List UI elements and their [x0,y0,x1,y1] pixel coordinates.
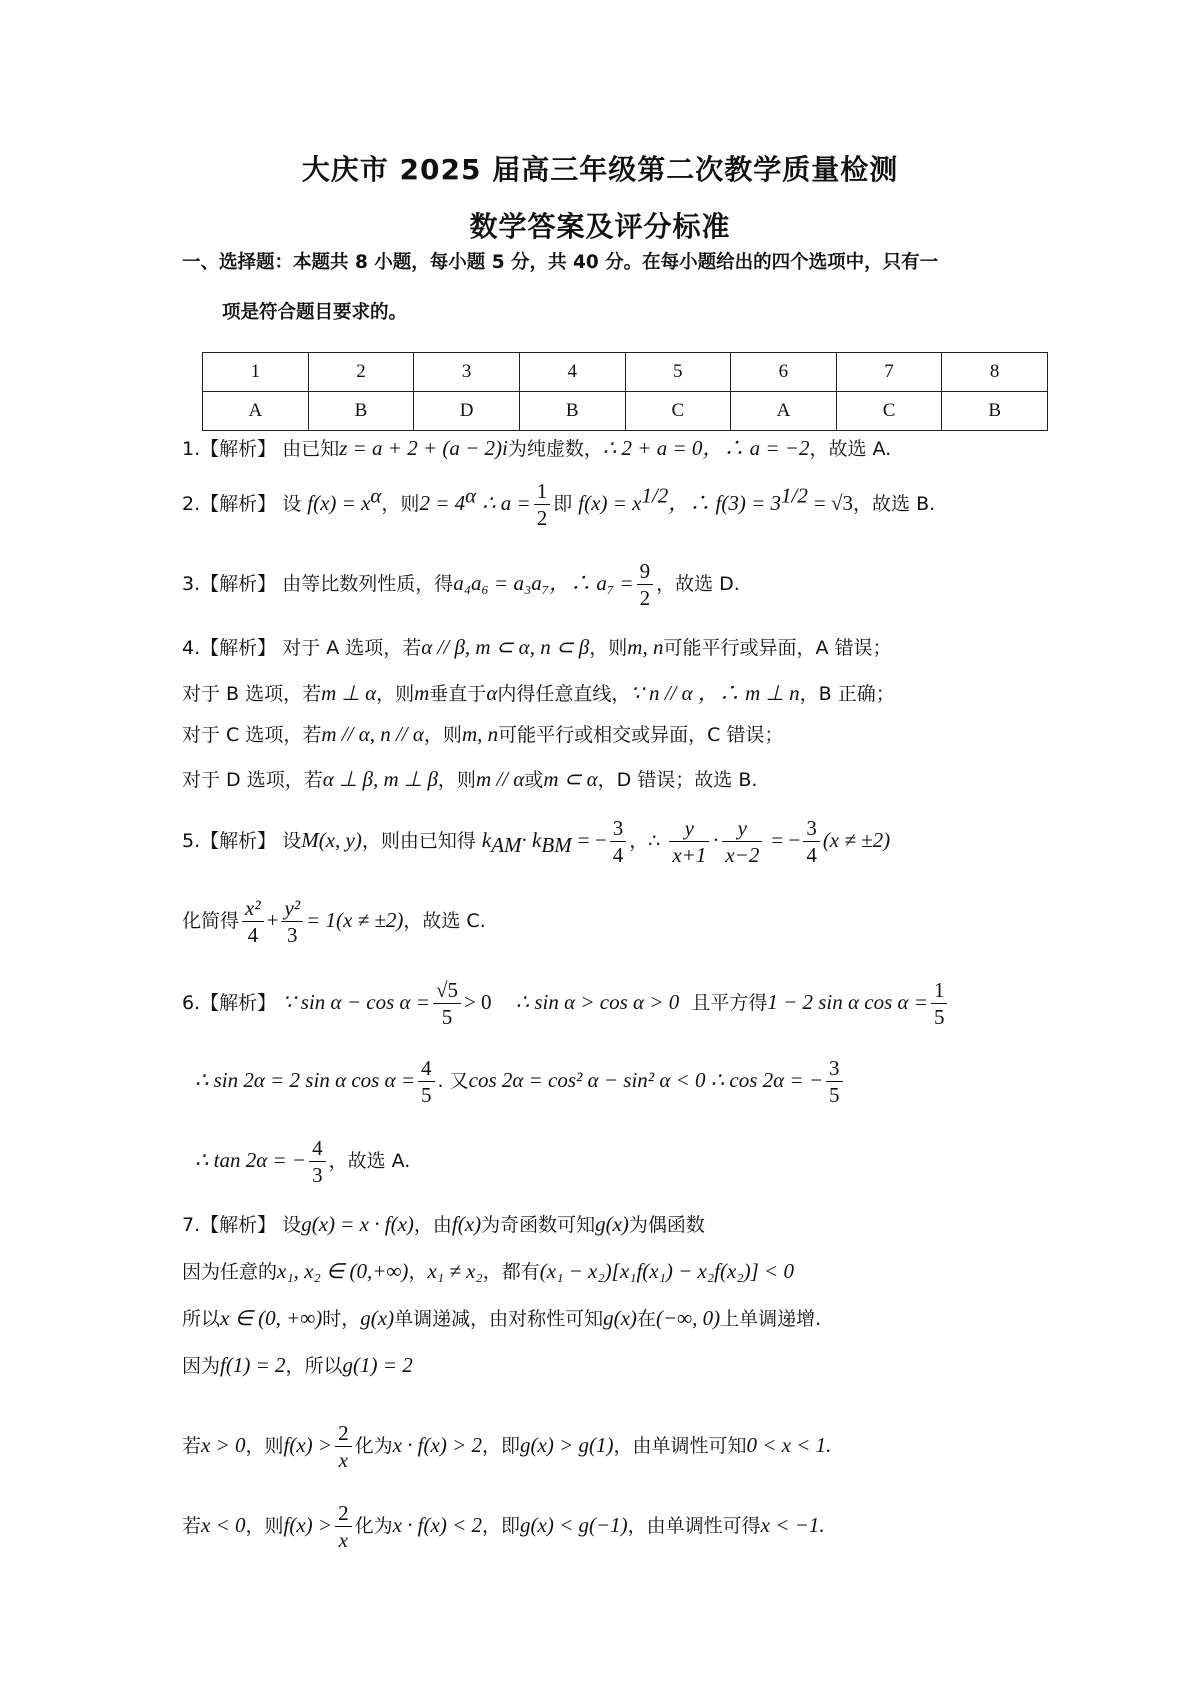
text: ，故选 C. [403,910,486,932]
solution-q7-line6 [182,1500,825,1553]
formula: g(x) = x · f(x) [301,1212,414,1236]
text: ， [408,1261,428,1283]
denominator: 5 [933,1005,945,1029]
text: ，则 [423,724,462,746]
numerator: 3 [826,1055,843,1082]
formula: x ∈ (0, +∞) [220,1306,323,1330]
fraction [826,1055,843,1108]
numerator: 4 [418,1055,435,1082]
exponent: 1/2 [781,483,808,508]
fraction [610,815,627,868]
formula: α [486,681,498,705]
formula: f(x) > [283,1513,333,1537]
formula: · [712,828,720,852]
denominator: 5 [421,1083,432,1107]
formula: x · f(x) < 2 [392,1513,482,1537]
solution-label: 5.【解析】 [182,830,277,852]
question-number-cell: 1 [203,353,309,392]
formula: g(x) < g(−1) [520,1513,628,1537]
page-title: 大庆市 2025 届高三年级第二次教学质量检测 [301,153,899,186]
formula: x < −1. [760,1513,825,1537]
answer-cell: D [414,392,520,431]
text: 上单调递增. [720,1308,822,1330]
subscript: BM [541,832,572,857]
solution-q2 [182,478,935,531]
denominator: x+1 [672,843,707,867]
formula: · k [521,828,542,852]
text: 垂直于 [429,683,487,705]
text: ，∴ [629,830,661,852]
solution-label: 7.【解析】 [182,1214,277,1236]
numerator: 9 [637,558,654,585]
formula: m ⊂ α [543,767,598,791]
text: 即 [553,493,573,515]
formula: m ⊥ α [321,681,377,705]
solution-q4-line1 [182,633,892,660]
text: 化为 [354,1435,393,1457]
formula: M(x, y) [301,828,362,852]
answer-cell: A [203,392,309,431]
text: ，则 [376,683,415,705]
answer-cell: B [308,392,414,431]
text: ，则 [437,769,476,791]
text: . 又 [437,1070,469,1092]
text: 由等比数列性质，得 [282,573,454,595]
formula: m [414,681,430,705]
solution-label: 3.【解析】 [182,573,277,595]
formula: + [266,908,279,932]
formula: ∵ n // α ，∴ m ⊥ n [630,681,800,705]
formula: x · f(x) > 2 [392,1433,482,1457]
formula: g(x) > g(1) [520,1433,614,1457]
numerator: y [722,815,762,842]
text: ，故选 D. [656,573,740,595]
text: 由已知 [282,438,340,460]
subscript: AM [491,832,522,857]
exponent: α [370,483,382,508]
numerator: 3 [803,815,820,842]
formula: x₁ ≠ x₂ [427,1259,483,1283]
text: ，则 [245,1435,284,1457]
formula: m, n [461,722,499,746]
solution-q7-line4 [182,1351,413,1378]
text: 对于 B 选项，若 [182,683,322,705]
solution-q6-line2 [195,1055,846,1108]
formula: f(x) = x [578,491,642,515]
formula: α // β, m ⊂ α, n ⊂ β [421,635,590,659]
formula: α ⊥ β, m ⊥ β [322,767,438,791]
text: ，即 [482,1435,521,1457]
formula: = − [771,828,801,852]
denominator: 5 [829,1083,840,1107]
fraction [309,1135,326,1188]
solution-q7-line3 [182,1304,821,1331]
formula: = 1(x ≠ ±2) [306,908,404,932]
text: 为纯虚数， [507,438,603,460]
formula: = √3 [813,491,854,515]
formula: f(x) > [283,1433,333,1457]
text: ，故选 A. [328,1150,411,1172]
fraction [637,558,654,611]
text: 设 [282,830,302,852]
text: 为奇函数可知 [481,1214,596,1236]
text: 化为 [354,1515,393,1537]
text: 为偶函数 [628,1214,705,1236]
section-heading [182,238,1042,338]
fraction [418,1055,435,1108]
text: ，故选 B. [853,493,936,515]
question-number-cell: 4 [519,353,625,392]
text: ，都有 [482,1261,540,1283]
formula: > 0 [463,990,492,1014]
formula: ∴ sin α > cos α > 0 [515,990,680,1014]
solution-label: 2.【解析】 [182,493,277,515]
solution-q5-line2 [182,895,486,948]
text: 因为 [182,1355,221,1377]
text: ，D 错误；故选 B. [597,769,758,791]
formula: f(x) [451,1212,482,1236]
fraction [534,478,551,531]
text: ，由 [413,1214,452,1236]
text: 设 [282,1214,302,1236]
text: ，即 [482,1515,521,1537]
text: 在 [636,1308,656,1330]
text: ，则由已知得 [361,830,476,852]
fraction [335,1420,352,1473]
formula: = − [577,828,607,852]
formula: (x ≠ ±2) [822,828,891,852]
formula: m, n [627,635,664,659]
text: 可能平行或异面，A 错误； [663,637,892,659]
text: 对于 A 选项，若 [282,637,422,659]
section-heading-line2: 项是符合题目要求的。 [222,302,408,323]
denominator: 3 [287,923,298,947]
formula: g(x) [360,1306,395,1330]
formula: (−∞, 0) [655,1306,721,1330]
numerator: x² [242,895,264,922]
answer-table-number-row [203,353,1048,392]
formula: x₁, x₂ ∈ (0,+∞) [277,1259,409,1283]
solution-q4-line3 [182,720,783,747]
formula: f(x) = x [307,491,371,515]
exponent: 1/2 [641,483,669,508]
formula: z = a + 2 + (a − 2)i [339,436,508,460]
formula: ，∴ f(3) = 3 [668,491,782,515]
text: ，则 [381,493,420,515]
solution-label: 6.【解析】 [182,992,277,1014]
text: 且平方得 [691,992,768,1014]
denominator: 4 [612,843,624,867]
solution-label: 4.【解析】 [182,637,277,659]
numerator: √5 [433,977,461,1004]
formula: ∴ a = [482,491,531,515]
solution-q6-line1 [182,977,950,1030]
formula: ，∴ a₇ = [549,571,634,595]
formula: g(x) [603,1306,637,1330]
formula: (x₁ − x₂)[x₁f(x₁) − x₂f(x₂)] < 0 [539,1259,794,1283]
question-number-cell: 2 [308,353,414,392]
text: 或 [524,769,544,791]
formula: x < 0 [201,1513,246,1537]
numerator: 4 [309,1135,326,1162]
text: 若 [182,1515,202,1537]
solution-q4-line2 [182,677,895,707]
text: 若 [182,1435,202,1457]
denominator: x [338,1528,348,1552]
formula: 2 = 4 [419,491,466,515]
denominator: 2 [536,506,548,530]
formula: g(x) [595,1212,629,1236]
text: 因为任意的 [182,1261,278,1283]
denominator: 4 [247,923,259,947]
formula: g(1) = 2 [342,1353,413,1377]
formula: 0 < x < 1. [746,1433,832,1457]
text: 设 [282,493,302,515]
denominator: x [338,1448,348,1472]
denominator: 3 [312,1163,323,1187]
exponent: α [465,483,477,508]
formula: m // α, n // α [321,722,424,746]
text: ，则 [245,1515,284,1537]
formula: a₄a₆ = a₃a₇ [453,571,550,595]
text: 对于 D 选项，若 [182,769,323,791]
question-number-cell: 5 [625,353,731,392]
solution-q3 [182,558,740,611]
question-number-cell: 8 [942,353,1048,392]
formula: 1 − 2 sin α cos α = [767,990,928,1014]
denominator: 4 [806,843,817,867]
numerator: 2 [335,1420,352,1447]
text: 内得任意直线， [497,683,631,705]
text: 可能平行或相交或异面，C 错误； [498,724,784,746]
formula: ∴ tan 2α = − [195,1148,307,1172]
fraction [669,815,709,868]
formula: k [481,828,492,852]
answer-cell: B [942,392,1048,431]
solution-q6-line3 [195,1135,410,1188]
solution-q5-line1 [182,815,890,868]
formula: ∴ sin 2α = 2 sin α cos α = [195,1068,416,1092]
fraction [242,895,264,948]
page-subtitle: 数学答案及评分标准 [469,210,731,243]
question-number-cell: 6 [731,353,837,392]
fraction [722,815,762,868]
text: 所以 [182,1308,221,1330]
text: ，由单调性可知 [613,1435,747,1457]
numerator: 2 [335,1500,352,1527]
text: ，则 [589,637,628,659]
text: ，故选 A. [809,438,892,460]
fraction [281,895,303,948]
denominator: x−2 [725,843,760,867]
question-number-cell: 3 [414,353,520,392]
numerator: y² [281,895,303,922]
formula: f(1) = 2 [220,1353,286,1377]
denominator: 5 [441,1005,453,1029]
answer-table-answer-row [203,392,1048,431]
formula: m // α [475,767,525,791]
section-heading-line1: 一、选择题：本题共 8 小题，每小题 5 分，共 40 分。在每小题给出的四个选项中，只有一 [182,252,939,273]
answer-cell: A [731,392,837,431]
solution-q7-line5 [182,1420,831,1473]
formula: ∴ 2 + a = 0，∴ a = −2 [602,436,810,460]
question-number-cell: 7 [836,353,942,392]
solution-q7-line1 [182,1210,705,1237]
answer-cell: C [836,392,942,431]
numerator: y [669,815,709,842]
fraction [335,1500,352,1553]
fraction [931,977,948,1030]
answer-cell: B [519,392,625,431]
numerator: 1 [931,977,948,1004]
numerator: 3 [610,815,627,842]
fraction [433,977,461,1030]
fraction [803,815,820,868]
answer-table [202,352,1048,431]
solution-q7-line2 [182,1257,794,1284]
text: ，所以 [285,1355,343,1377]
formula: cos 2α = cos² α − sin² α < 0 ∴ cos 2α = − [468,1068,824,1092]
text: ，由单调性可得 [627,1515,761,1537]
denominator: 2 [639,586,651,610]
text: ，B 正确； [799,683,895,705]
text: 化简得 [182,910,240,932]
formula: x > 0 [201,1433,246,1457]
text: 时， [322,1308,361,1330]
solution-q4-line4 [182,765,757,792]
answer-cell: C [625,392,731,431]
solution-q1 [182,432,891,462]
numerator: 1 [534,478,551,505]
formula: ∵ sin α − cos α = [282,990,430,1014]
solution-label: 1.【解析】 [182,438,277,460]
text: 对于 C 选项，若 [182,724,322,746]
text: 单调递减，由对称性可知 [394,1308,604,1330]
